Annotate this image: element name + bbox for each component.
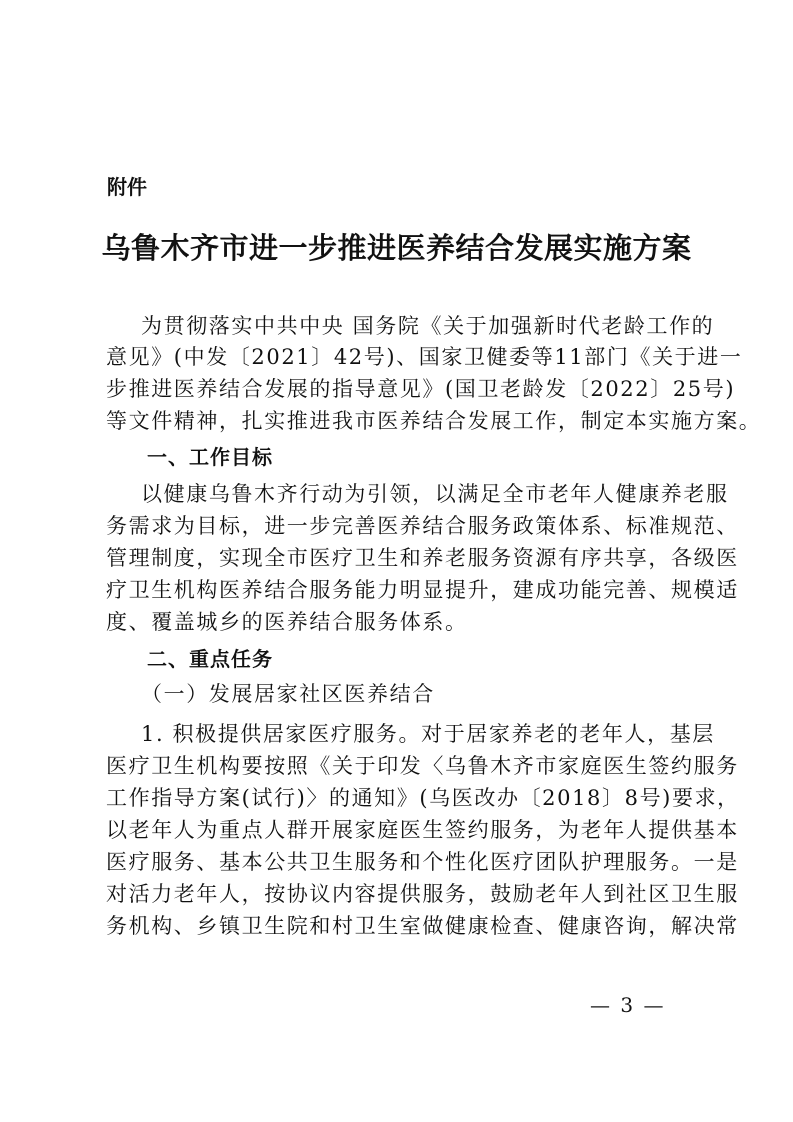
section-heading-tasks: 二、重点任务 (147, 647, 273, 671)
intro-line-1: 为贯彻落实中共中央 国务院《关于加强新时代老龄工作的 (141, 314, 715, 338)
document-title: 乌鲁木齐市进一步推进医养结合发展实施方案 (101, 231, 692, 265)
subsection-heading-home-community: （一）发展居家社区医养结合 (141, 682, 435, 706)
item1-line-5: 医疗服务、基本公共卫生服务和个性化医疗团队护理服务。一是 (106, 850, 739, 874)
section-heading-goals: 一、工作目标 (147, 445, 273, 469)
item1-line-1: 1. 积极提供居家医疗服务。对于居家养老的老年人，基层 (141, 722, 715, 746)
item1-line-3: 工作指导方案(试行)〉的通知》(乌医改办〔2018〕8号)要求， (106, 786, 740, 810)
intro-line-3: 步推进医养结合发展的指导意见》(国卫老龄发〔2022〕25号) (106, 377, 736, 401)
intro-line-4: 等文件精神，扎实推进我市医养结合发展工作，制定本实施方案。 (106, 409, 762, 433)
goals-line-4: 疗卫生机构医养结合服务能力明显提升，建成功能完善、规模适 (106, 578, 739, 602)
item1-line-2: 医疗卫生机构要按照《关于印发〈乌鲁木齐市家庭医生签约服务 (106, 754, 739, 778)
goals-line-2: 务需求为目标，进一步完善医养结合服务政策体系、标准规范、 (106, 514, 739, 538)
item1-line-7: 务机构、乡镇卫生院和村卫生室做健康检查、健康咨询，解决常 (106, 914, 739, 938)
item1-line-4: 以老年人为重点人群开展家庭医生签约服务，为老年人提供基本 (106, 818, 739, 842)
intro-line-2: 意见》(中发〔2021〕42号)、国家卫健委等11部门《关于进一 (106, 345, 743, 369)
attachment-label: 附件 (107, 175, 147, 199)
goals-line-5: 度、覆盖城乡的医养结合服务体系。 (106, 610, 468, 634)
page-number: — 3 — (590, 993, 666, 1017)
item1-line-6: 对活力老年人，按协议内容提供服务，鼓励老年人到社区卫生服 (106, 882, 739, 906)
goals-line-1: 以健康乌鲁木齐行动为引领，以满足全市老年人健康养老服 (141, 482, 729, 506)
goals-line-3: 管理制度，实现全市医疗卫生和养老服务资源有序共享，各级医 (106, 546, 739, 570)
